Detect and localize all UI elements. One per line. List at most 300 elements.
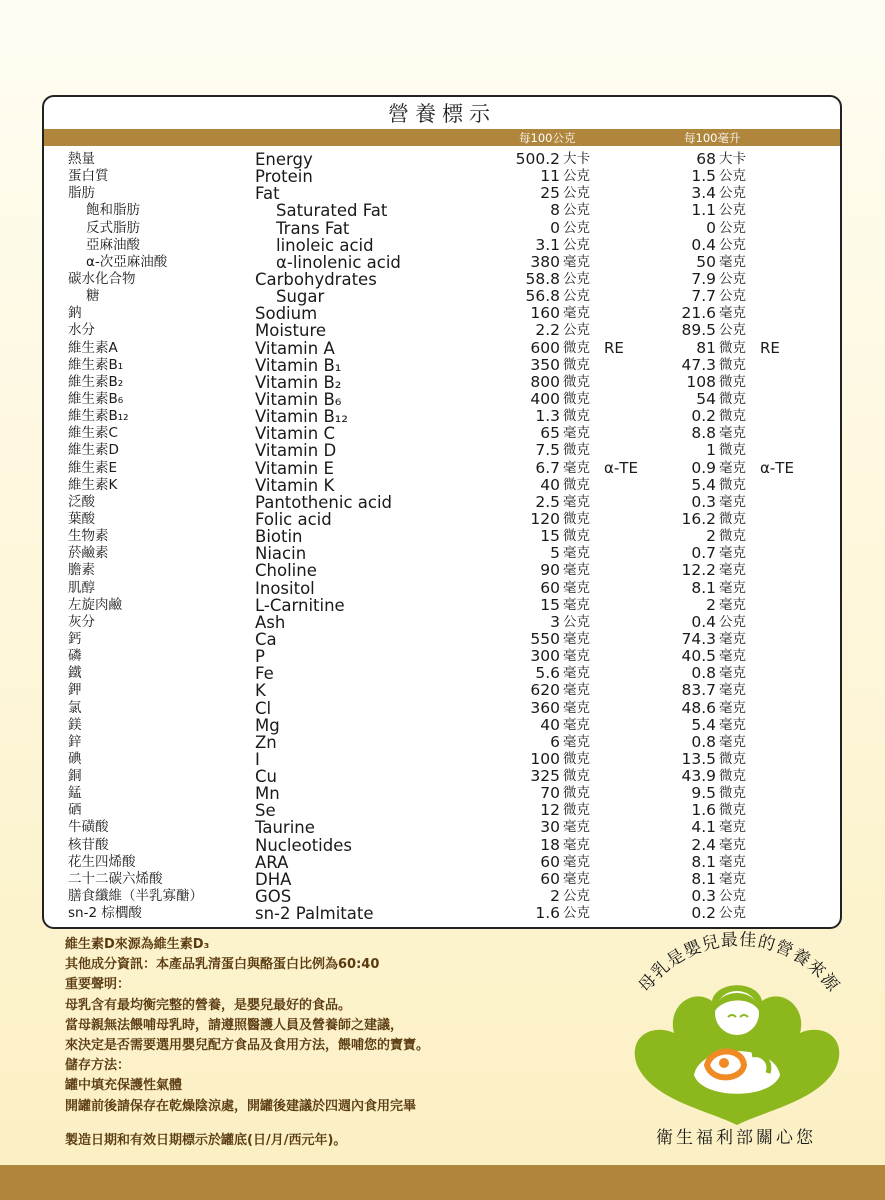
unit-per-100g: 公克 — [563, 236, 590, 253]
unit-per-100ml: 微克 — [719, 373, 746, 390]
value-per-100ml: 108 — [686, 372, 716, 391]
value-per-100ml: 12.2 — [681, 561, 716, 580]
value-per-100g: 60 — [540, 578, 560, 597]
value-per-100g: 800 — [530, 372, 560, 391]
nutrient-name-en: Mn — [255, 784, 280, 804]
unit-per-100ml: 公克 — [719, 236, 746, 253]
notes-gap — [65, 1117, 610, 1131]
value-per-100g: 40 — [540, 475, 560, 494]
value-per-100ml: 4.1 — [691, 818, 716, 837]
nutrition-row — [44, 562, 840, 579]
nutrition-row — [44, 871, 840, 888]
value-per-100ml: 0.3 — [691, 492, 716, 511]
nutrient-name-zh: 維生素A — [68, 339, 118, 356]
nutrient-name-zh: 脂肪 — [68, 185, 95, 202]
nutrition-row — [44, 202, 840, 219]
value-per-100g: 350 — [530, 355, 560, 374]
unit-per-100g: 微克 — [563, 408, 590, 425]
unit-per-100g: 毫克 — [563, 853, 590, 870]
unit-per-100g: 毫克 — [563, 836, 590, 853]
nutrient-name-zh: 維生素B₆ — [68, 390, 124, 407]
value-per-100g: 120 — [530, 509, 560, 528]
value-per-100ml: 8.8 — [691, 424, 716, 443]
unit-per-100g: 毫克 — [563, 459, 590, 476]
nutrition-row — [44, 888, 840, 905]
unit-per-100ml: 毫克 — [719, 459, 746, 476]
value-per-100g: 65 — [540, 424, 560, 443]
nutrient-name-en: ARA — [255, 852, 289, 872]
nutrient-name-en: Ash — [255, 612, 286, 632]
unit-per-100g: 毫克 — [563, 819, 590, 836]
value-per-100ml: 2 — [706, 595, 716, 614]
unit-per-100ml: 微克 — [719, 785, 746, 802]
nutrient-name-en: Cu — [255, 767, 277, 787]
value-per-100ml: 0.9 — [691, 458, 716, 477]
unit-per-100g: 毫克 — [563, 253, 590, 270]
value-per-100g: 380 — [530, 252, 560, 271]
nutrient-name-zh: 維生素B₁ — [68, 356, 124, 373]
value-per-100g: 2.2 — [535, 321, 560, 340]
value-per-100ml: 0.7 — [691, 544, 716, 563]
nutrition-row — [44, 357, 840, 374]
column-header-per-100g: 每100公克 — [519, 131, 576, 145]
unit-per-100g: 公克 — [563, 322, 590, 339]
unit-per-100ml: 微克 — [719, 750, 746, 767]
nutrition-row — [44, 734, 840, 751]
nutrient-name-en: K — [255, 681, 266, 701]
nutrition-row — [44, 700, 840, 717]
unit-per-100ml: 微克 — [719, 510, 746, 527]
nutrition-row — [44, 768, 840, 785]
nutrient-name-zh: 灰分 — [68, 613, 95, 630]
unit-per-100ml: 毫克 — [719, 425, 746, 442]
nutrient-name-en: Fe — [255, 664, 274, 684]
value-per-100ml: 83.7 — [681, 681, 716, 700]
nutrition-row — [44, 460, 840, 477]
nutrition-row — [44, 682, 840, 699]
value-per-100g: 7.5 — [535, 441, 560, 460]
unit-per-100g: 微克 — [563, 442, 590, 459]
unit-per-100g: 微克 — [563, 510, 590, 527]
value-per-100ml: 16.2 — [681, 509, 716, 528]
value-per-100g: 1.3 — [535, 407, 560, 426]
nutrient-name-en: Sodium — [255, 304, 318, 324]
unit-per-100g: 公克 — [563, 219, 590, 236]
nutrition-row — [44, 477, 840, 494]
unit-per-100g: 公克 — [563, 270, 590, 287]
unit-per-100g: 毫克 — [563, 545, 590, 562]
unit-per-100g: 微克 — [563, 768, 590, 785]
value-per-100ml: 0.4 — [691, 235, 716, 254]
vitamin-d-source-note: 維生素D來源為維生素D₃ — [65, 937, 210, 952]
unit-per-100g: 微克 — [563, 476, 590, 493]
nutrient-name-en: Niacin — [255, 544, 307, 564]
value-per-100g: 6.7 — [535, 458, 560, 477]
value-per-100ml: 0.3 — [691, 887, 716, 906]
logo-caption: 衛生福利部關心您 — [656, 1128, 816, 1148]
value-per-100ml: 43.9 — [681, 767, 716, 786]
nutrient-name-en: Energy — [255, 150, 313, 169]
nutrient-name-zh: 氯 — [68, 699, 82, 716]
unit-per-100g: 公克 — [563, 288, 590, 305]
other-info-note: 其他成分資訊：本產品乳清蛋白與酪蛋白比例為60:40 — [65, 957, 380, 973]
nutrient-name-en: Zn — [255, 732, 277, 752]
value-per-100g: 6 — [550, 732, 560, 751]
unit-per-100g: 毫克 — [563, 630, 590, 647]
unit-per-100g: 微克 — [563, 356, 590, 373]
nutrient-name-en: Choline — [255, 561, 317, 581]
unit-per-100ml: 毫克 — [719, 853, 746, 870]
unit-per-100ml: 公克 — [719, 219, 746, 236]
unit-per-100g: 微克 — [563, 785, 590, 802]
unit-per-100ml: 公克 — [719, 322, 746, 339]
nutrient-name-zh: 牛磺酸 — [68, 819, 109, 836]
unit-per-100ml: 公克 — [719, 185, 746, 202]
unit-suffix-per-100g: RE — [604, 338, 624, 357]
value-per-100g: 100 — [530, 749, 560, 768]
value-per-100ml: 7.7 — [691, 287, 716, 306]
unit-per-100ml: 毫克 — [719, 716, 746, 733]
value-per-100ml: 50 — [696, 252, 716, 271]
nutrient-name-en: Fat — [255, 184, 280, 204]
statement-title: 重要聲明： — [65, 977, 131, 993]
unit-per-100ml: 微克 — [719, 339, 746, 356]
nutrient-name-zh: 花生四烯酸 — [68, 853, 136, 870]
value-per-100ml: 13.5 — [681, 749, 716, 768]
unit-per-100ml: 微克 — [719, 528, 746, 545]
logo-slogan: 母乳是嬰兒最佳的營養來源 — [634, 929, 844, 997]
nutrition-row — [44, 648, 840, 665]
value-per-100g: 11 — [540, 167, 560, 186]
unit-per-100g: 毫克 — [563, 596, 590, 613]
nutrition-row — [44, 168, 840, 185]
unit-per-100ml: 毫克 — [719, 836, 746, 853]
value-per-100ml: 1.5 — [691, 167, 716, 186]
nutrition-row — [44, 802, 840, 819]
unit-per-100g: 公克 — [563, 905, 590, 922]
nutrient-name-en: Moisture — [255, 321, 327, 341]
unit-per-100ml: 微克 — [719, 390, 746, 407]
value-per-100ml: 81 — [696, 338, 716, 357]
value-per-100g: 600 — [530, 338, 560, 357]
nutrition-row — [44, 425, 840, 442]
unit-per-100ml: 毫克 — [719, 596, 746, 613]
nutrient-name-en: α-linolenic acid — [276, 252, 401, 272]
nutrition-row — [44, 391, 840, 408]
value-per-100ml: 21.6 — [681, 304, 716, 323]
nutrient-name-zh: 維生素D — [68, 442, 119, 459]
nutrition-row — [44, 751, 840, 768]
value-per-100g: 3 — [550, 612, 560, 631]
nutrition-row — [44, 597, 840, 614]
nutrition-row — [44, 288, 840, 305]
nutrient-name-en: Cl — [255, 698, 272, 718]
value-per-100g: 550 — [530, 629, 560, 648]
value-per-100g: 8 — [550, 201, 560, 220]
unit-per-100ml: 微克 — [719, 442, 746, 459]
value-per-100ml: 89.5 — [681, 321, 716, 340]
unit-per-100ml: 毫克 — [719, 870, 746, 887]
nutrient-name-en: L-Carnitine — [255, 595, 345, 615]
value-per-100ml: 47.3 — [681, 355, 716, 374]
unit-per-100ml: 毫克 — [719, 699, 746, 716]
nutrient-name-en: Vitamin B₂ — [255, 372, 342, 392]
unit-per-100ml: 毫克 — [719, 253, 746, 270]
unit-per-100ml: 公克 — [719, 905, 746, 922]
statement-line: 當母親無法餵哺母乳時，請遵照醫護人員及營養師之建議， — [65, 1017, 404, 1033]
unit-per-100ml: 公克 — [719, 168, 746, 185]
nutrient-name-en: Pantothenic acid — [255, 492, 393, 512]
nutrition-row — [44, 322, 840, 339]
unit-per-100ml: 毫克 — [719, 682, 746, 699]
bottom-bar — [0, 1165, 885, 1200]
nutrient-name-zh: 磷 — [68, 648, 82, 665]
unit-per-100g: 毫克 — [563, 870, 590, 887]
value-per-100g: 5 — [550, 544, 560, 563]
unit-per-100ml: 微克 — [719, 476, 746, 493]
nutrient-name-en: Inositol — [255, 578, 315, 598]
nutrient-name-en: P — [255, 647, 265, 667]
value-per-100ml: 54 — [696, 389, 716, 408]
statement-line: 母乳含有最均衡完整的營養，是嬰兒最好的食品。 — [65, 997, 352, 1013]
value-per-100ml: 7.9 — [691, 269, 716, 288]
unit-per-100g: 公克 — [563, 888, 590, 905]
unit-suffix-per-100g: α-TE — [604, 458, 638, 477]
unit-per-100ml: 公克 — [719, 288, 746, 305]
unit-per-100ml: 大卡 — [719, 151, 746, 167]
value-per-100g: 40 — [540, 715, 560, 734]
nutrition-row — [44, 717, 840, 734]
nutrient-name-zh: 蛋白質 — [68, 168, 109, 185]
nutrient-name-zh: 維生素K — [68, 476, 118, 493]
nutrition-row — [44, 442, 840, 459]
nutrition-row — [44, 305, 840, 322]
nutrition-row — [44, 374, 840, 391]
value-per-100g: 2.5 — [535, 492, 560, 511]
unit-per-100ml: 毫克 — [719, 665, 746, 682]
unit-per-100g: 毫克 — [563, 682, 590, 699]
column-header-per-100ml: 每100毫升 — [684, 131, 741, 145]
value-per-100ml: 0.2 — [691, 904, 716, 923]
nutrient-name-zh: 碘 — [68, 750, 82, 767]
unit-per-100g: 微克 — [563, 802, 590, 819]
unit-per-100g: 毫克 — [563, 699, 590, 716]
nutrient-name-en: Carbohydrates — [255, 269, 377, 289]
value-per-100ml: 48.6 — [681, 698, 716, 717]
nutrient-name-en: Protein — [255, 167, 313, 187]
unit-per-100ml: 毫克 — [719, 630, 746, 647]
nutrition-row — [44, 580, 840, 597]
unit-per-100g: 毫克 — [563, 579, 590, 596]
value-per-100ml: 1.6 — [691, 801, 716, 820]
nutrition-row — [44, 185, 840, 202]
value-per-100ml: 0.8 — [691, 664, 716, 683]
unit-per-100ml: 毫克 — [719, 819, 746, 836]
value-per-100g: 3.1 — [535, 235, 560, 254]
notes-section — [65, 935, 610, 1151]
value-per-100ml: 68 — [696, 150, 716, 168]
value-per-100ml: 0.8 — [691, 732, 716, 751]
unit-per-100ml: 公克 — [719, 202, 746, 219]
nutrient-name-zh: 碳水化合物 — [68, 270, 136, 287]
storage-line: 罐中填充保護性氣體 — [65, 1078, 183, 1094]
value-per-100g: 70 — [540, 784, 560, 803]
value-per-100g: 160 — [530, 304, 560, 323]
unit-per-100g: 毫克 — [563, 716, 590, 733]
nutrient-name-en: Vitamin B₁₂ — [255, 407, 348, 427]
nutrient-name-zh: 銅 — [68, 768, 82, 785]
nutrient-name-en: I — [255, 749, 260, 769]
unit-per-100g: 微克 — [563, 373, 590, 390]
unit-per-100g: 毫克 — [563, 665, 590, 682]
nutrient-name-zh: 鋅 — [68, 733, 82, 750]
nutrition-row — [44, 854, 840, 871]
nutrition-row — [44, 631, 840, 648]
nutrition-row — [44, 837, 840, 854]
value-per-100ml: 5.4 — [691, 715, 716, 734]
nutrient-name-en: Vitamin B₆ — [255, 389, 342, 409]
unit-per-100ml: 毫克 — [719, 305, 746, 322]
value-per-100g: 400 — [530, 389, 560, 408]
nutrition-row — [44, 785, 840, 802]
nutrient-name-zh: 菸鹼素 — [68, 545, 109, 562]
nutrient-name-en: DHA — [255, 869, 292, 889]
nutrient-name-en: sn-2 Palmitate — [255, 904, 374, 924]
nutrient-name-en: Saturated Fat — [276, 201, 388, 221]
unit-per-100ml: 公克 — [719, 888, 746, 905]
storage-title: 儲存方法： — [65, 1058, 131, 1074]
unit-per-100ml: 微克 — [719, 768, 746, 785]
nutrition-table — [44, 146, 840, 922]
value-per-100g: 56.8 — [525, 287, 560, 306]
nutrition-row — [44, 254, 840, 271]
nutrition-row — [44, 614, 840, 631]
value-per-100g: 15 — [540, 595, 560, 614]
nutrient-name-en: linoleic acid — [276, 235, 374, 255]
panel-title: 營養標示 — [388, 102, 496, 126]
nutrient-name-zh: 肌醇 — [68, 579, 95, 596]
nutrient-name-zh: 水分 — [68, 322, 95, 339]
nutrient-name-zh: 錳 — [68, 785, 82, 802]
nutrient-name-en: Sugar — [276, 287, 325, 307]
value-per-100g: 25 — [540, 184, 560, 203]
unit-per-100g: 公克 — [563, 613, 590, 630]
unit-per-100g: 微克 — [563, 528, 590, 545]
statement-line: 來決定是否需要選用嬰兒配方食品及食用方法，餵哺您的寶寶。 — [65, 1038, 430, 1054]
unit-per-100g: 微克 — [563, 750, 590, 767]
nutrient-name-en: Taurine — [255, 818, 315, 838]
nutrient-name-en: Nucleotides — [255, 835, 352, 855]
unit-per-100g: 微克 — [563, 339, 590, 356]
value-per-100g: 15 — [540, 527, 560, 546]
nutrient-name-en: Biotin — [255, 527, 303, 547]
value-per-100ml: 9.5 — [691, 784, 716, 803]
unit-per-100ml: 毫克 — [719, 562, 746, 579]
value-per-100ml: 8.1 — [691, 869, 716, 888]
value-per-100g: 12 — [540, 801, 560, 820]
nutrient-name-zh: 維生素B₂ — [68, 373, 124, 390]
nutrient-name-zh: 硒 — [68, 802, 82, 819]
nutrient-name-zh: 鉀 — [68, 682, 82, 699]
value-per-100g: 5.6 — [535, 664, 560, 683]
unit-per-100g: 毫克 — [563, 562, 590, 579]
value-per-100g: 58.8 — [525, 269, 560, 288]
value-per-100ml: 3.4 — [691, 184, 716, 203]
unit-per-100ml: 毫克 — [719, 733, 746, 750]
unit-per-100ml: 公克 — [719, 270, 746, 287]
value-per-100ml: 0.2 — [691, 407, 716, 426]
nutrition-row — [44, 905, 840, 922]
unit-per-100ml: 微克 — [719, 356, 746, 373]
nutrition-row — [44, 819, 840, 836]
nutrient-name-en: Vitamin E — [255, 458, 334, 478]
value-per-100ml: 1.1 — [691, 201, 716, 220]
unit-per-100ml: 微克 — [719, 408, 746, 425]
nutrition-row — [44, 511, 840, 528]
unit-per-100g: 毫克 — [563, 425, 590, 442]
unit-per-100ml: 毫克 — [719, 579, 746, 596]
nutrient-name-en: Trans Fat — [276, 218, 350, 238]
value-per-100g: 18 — [540, 835, 560, 854]
nutrition-panel — [42, 95, 842, 929]
unit-per-100ml: 毫克 — [719, 648, 746, 665]
nutrition-row — [44, 271, 840, 288]
nutrient-name-en: Folic acid — [255, 509, 332, 529]
value-per-100ml: 40.5 — [681, 647, 716, 666]
unit-per-100ml: 微克 — [719, 802, 746, 819]
column-header-bar — [44, 129, 840, 146]
nutrition-row — [44, 340, 840, 357]
value-per-100g: 500.2 — [515, 150, 560, 168]
value-per-100ml: 0.4 — [691, 612, 716, 631]
nutrition-row — [44, 545, 840, 562]
unit-per-100g: 公克 — [563, 168, 590, 185]
nutrient-name-en: Se — [255, 801, 276, 821]
value-per-100g: 300 — [530, 647, 560, 666]
nutrient-name-en: Vitamin C — [255, 424, 335, 444]
unit-per-100ml: 毫克 — [719, 545, 746, 562]
nutrient-name-zh: 鈣 — [68, 630, 82, 647]
nutrient-name-zh: 維生素E — [68, 459, 118, 476]
nutrient-name-zh: α-次亞麻油酸 — [86, 253, 168, 270]
value-per-100g: 60 — [540, 852, 560, 871]
nutrient-name-zh: 亞麻油酸 — [86, 236, 140, 253]
nutrition-row — [44, 237, 840, 254]
unit-per-100g: 公克 — [563, 185, 590, 202]
value-per-100ml: 0 — [706, 218, 716, 237]
unit-suffix-per-100ml: RE — [760, 338, 780, 357]
nutrient-name-zh: 反式脂肪 — [86, 219, 140, 236]
unit-per-100g: 公克 — [563, 202, 590, 219]
nutrient-name-zh: 鐵 — [68, 665, 82, 682]
value-per-100g: 30 — [540, 818, 560, 837]
nutrient-name-en: Vitamin D — [255, 441, 337, 461]
nutrient-name-en: Vitamin B₁ — [255, 355, 342, 375]
unit-suffix-per-100ml: α-TE — [760, 458, 794, 477]
nutrient-name-zh: 糖 — [86, 288, 100, 305]
unit-per-100g: 毫克 — [563, 493, 590, 510]
value-per-100g: 0 — [550, 218, 560, 237]
value-per-100g: 620 — [530, 681, 560, 700]
nutrient-name-zh: 膳食纖維（半乳寡醣） — [68, 888, 203, 905]
nutrient-name-zh: 熱量 — [68, 151, 95, 167]
value-per-100g: 60 — [540, 869, 560, 888]
date-note: 製造日期和有效日期標示於罐底(日/月/西元年)。 — [65, 1132, 347, 1148]
logo-emblem-icon — [635, 985, 840, 1125]
nutrient-name-zh: 生物素 — [68, 528, 109, 545]
storage-line: 開罐前後請保存在乾燥陰涼處，開罐後建議於四週內食用完畢 — [65, 1098, 417, 1114]
value-per-100ml: 2 — [706, 527, 716, 546]
